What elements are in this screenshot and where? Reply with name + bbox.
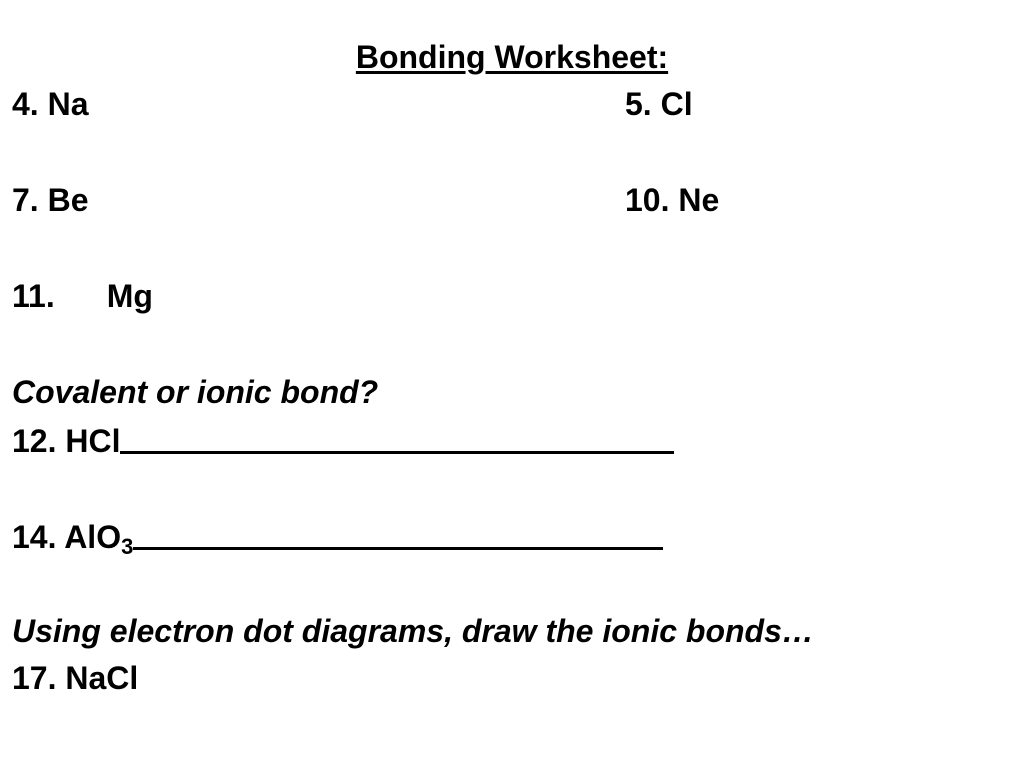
question-11-number: 11. — [12, 278, 55, 314]
question-4: 4. Na — [12, 86, 89, 122]
question-14-answer-blank — [133, 519, 663, 550]
question-14-subscript: 3 — [121, 534, 134, 559]
question-12-label: 12. HCl — [12, 423, 121, 459]
question-12 — [12, 421, 674, 460]
question-14-label: 14. AlO — [12, 519, 122, 555]
section-heading-covalent-ionic: Covalent or ionic bond? — [12, 374, 379, 410]
page-title: Bonding Worksheet: — [355, 39, 669, 75]
question-5: 5. Cl — [625, 86, 693, 122]
section-heading-dot-diagrams: Using electron dot diagrams, draw the ionic bonds… — [12, 613, 814, 649]
question-12-answer-blank — [120, 423, 674, 454]
question-7: 7. Be — [12, 182, 89, 218]
question-17: 17. NaCl — [12, 660, 139, 696]
question-14 — [12, 517, 663, 559]
question-11 — [12, 277, 153, 315]
question-10: 10. Ne — [625, 182, 720, 218]
question-11-element: Mg — [106, 278, 153, 314]
